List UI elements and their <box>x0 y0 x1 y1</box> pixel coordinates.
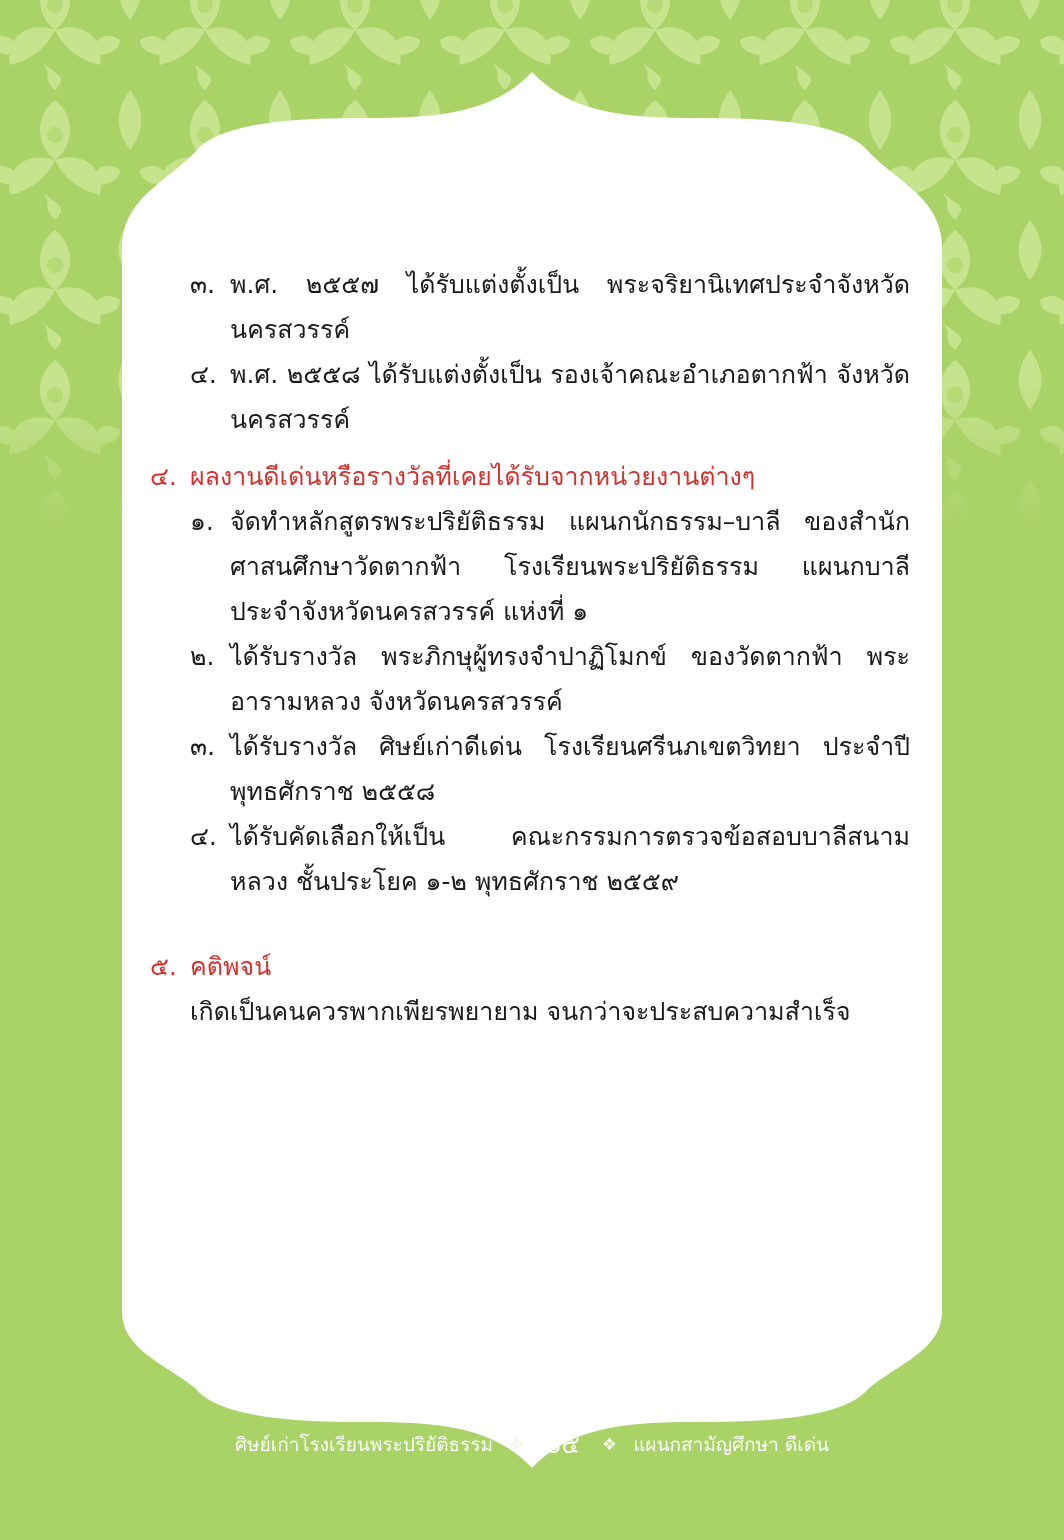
section-title: คติพจน์ <box>190 952 272 981</box>
list-item-text: ได้รับรางวัล ศิษย์เก่าดีเด่น โรงเรียนศรีนภเขตวิทยา ประจำปีพุทธศักราช ๒๕๕๘ <box>230 732 910 806</box>
page-content <box>150 262 910 1034</box>
section-title: ผลงานดีเด่นหรือรางวัลที่เคยได้รับจากหน่วยงานต่างๆ <box>190 462 756 491</box>
list-item <box>150 634 910 724</box>
list-item-text: จัดทำหลักสูตรพระปริยัติธรรม แผนกนักธรรม–บาลี ของสำนักศาสนศึกษาวัดตากฟ้า โรงเรียนพระปริยัติธรรม แผนกบาลี ประจำจังหวัดนครสวรรค์ แห่งที่ ๑ <box>230 507 910 626</box>
list-item-number: ๓. <box>190 732 216 761</box>
list-item-text: ได้รับรางวัล พระภิกษุผู้ทรงจำปาฏิโมกข์ ของวัดตากฟ้า พระอารามหลวง จังหวัดนครสวรรค์ <box>230 642 910 716</box>
section-heading-achievements <box>150 454 910 499</box>
list-item <box>150 262 910 352</box>
section-number: ๔. <box>150 462 177 491</box>
page-footer <box>0 1425 1064 1464</box>
footer-left-text: ศิษย์เก่าโรงเรียนพระปริยัติธรรม <box>234 1433 494 1456</box>
section-heading-motto <box>150 944 910 989</box>
list-item <box>150 724 910 814</box>
list-item-number: ๓. <box>190 270 216 299</box>
list-item <box>150 814 910 904</box>
motto-text: เกิดเป็นคนควรพากเพียรพยายาม จนกว่าจะประสบความสำเร็จ <box>190 997 851 1026</box>
list-item <box>150 352 910 442</box>
list-item-number: ๔. <box>190 822 217 851</box>
list-item-text: พ.ศ. ๒๕๕๗ ได้รับแต่งตั้งเป็น พระจริยานิเทศประจำจังหวัดนครสวรรค์ <box>230 270 910 344</box>
list-item-number: ๑. <box>190 507 214 536</box>
section-number: ๕. <box>150 952 177 981</box>
diamond-ornament-icon: ❖ <box>601 1434 618 1455</box>
list-item-text: พ.ศ. ๒๕๕๘ ได้รับแต่งตั้งเป็น รองเจ้าคณะอำเภอตากฟ้า จังหวัดนครสวรรค์ <box>230 360 910 434</box>
list-item-text: ได้รับคัดเลือกให้เป็น คณะกรรมการตรวจข้อสอบบาลีสนามหลวง ชั้นประโยค ๑-๒ พุทธศักราช ๒๕๕๙ <box>230 822 910 896</box>
diamond-ornament-icon: ❖ <box>509 1434 525 1455</box>
footer-right-text: แผนกสามัญศึกษา ดีเด่น <box>633 1433 829 1456</box>
list-item-number: ๒. <box>190 642 215 671</box>
page-number: ๑๕ <box>546 1431 580 1459</box>
list-item-number: ๔. <box>190 360 217 389</box>
list-item <box>150 499 910 634</box>
